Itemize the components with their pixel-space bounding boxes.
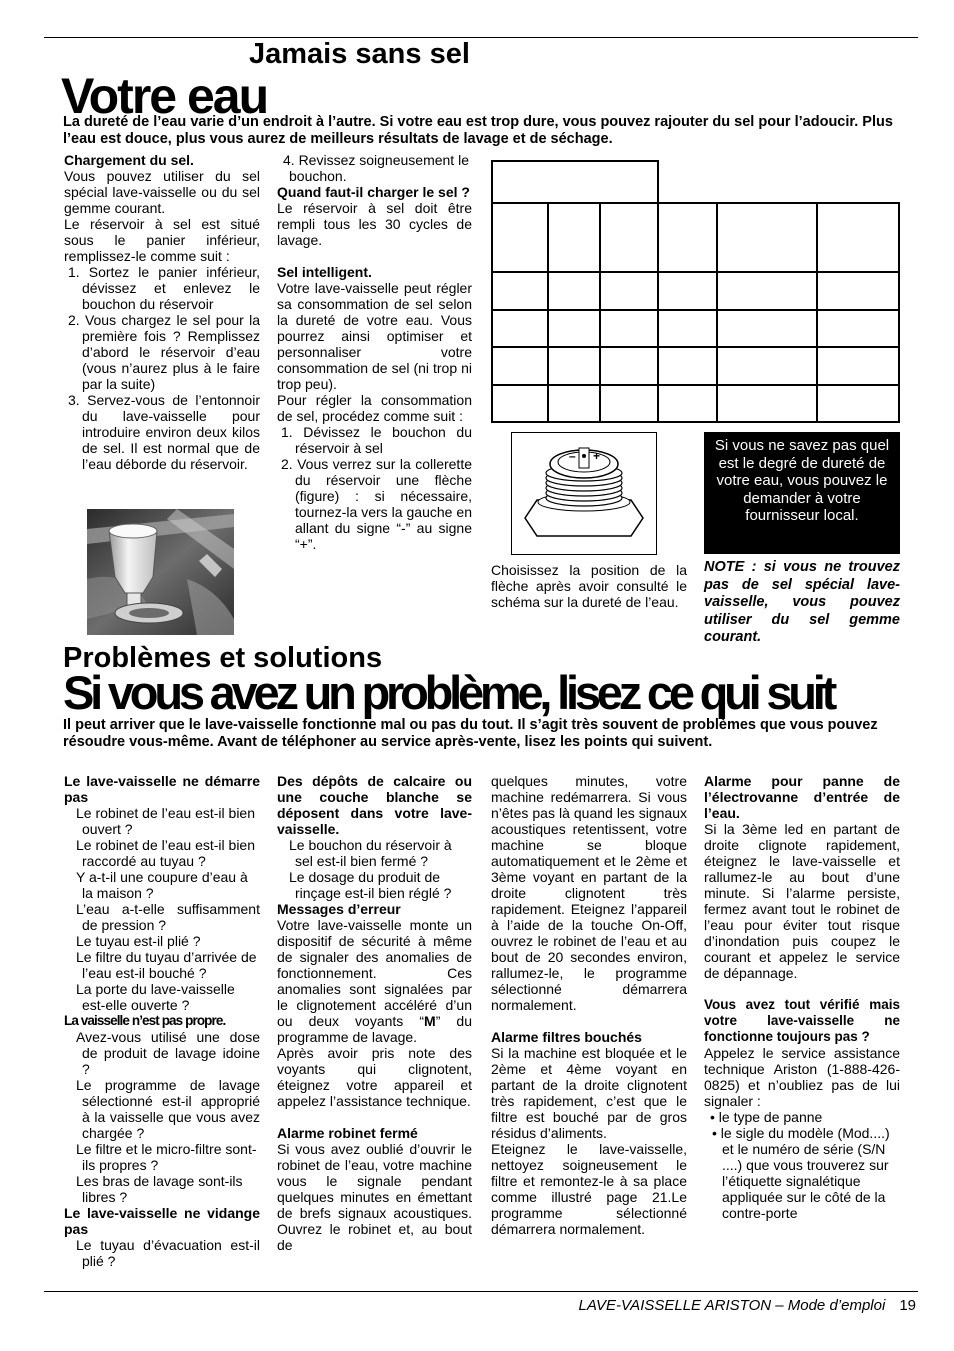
not-draining-item: Le tuyau d’évacuation est-il plié ? [76,1237,260,1269]
not-starting-item: L’eau a-t-elle suffisamment de pression ? [76,901,260,933]
salt-loading-heading: Chargement du sel. [64,152,194,168]
salt-reservoir-text: Le réservoir à sel est situé sous le panier inférieur, remplissez-le comme suit : [64,216,260,264]
error-messages-text-2: Après avoir pris note des voyants qui clignotent, éteignez votre appareil et appelez l’assistance technique. [277,1045,472,1109]
not-starting-item: Y a-t-il une coupure d’eau à la maison ? [76,869,248,901]
footer-text: LAVE-VAISSELLE ARISTON – Mode d’emploi [578,1297,886,1314]
top-rule [44,37,918,38]
not-clean-item: Avez-vous utilisé une dose de produit de lavage idoine ? [76,1029,260,1077]
problems-title: Si vous avez un problème, lisez ce qui suit [63,666,834,719]
not-starting-item: Le robinet de l’eau est-il bien ouvert ? [76,805,256,837]
problems-column-3 [491,773,687,1237]
problems-column-2 [277,773,472,1253]
report-item: • le sigle du modèle (Mod....) et le numéro de série (S/N ....) que vous trouverez sur l’étiquette signalétique appliquée sur le côté de la contre-porte [712,1125,890,1221]
problems-column-4 [704,773,900,1221]
smart-salt-text: Votre lave-vaisselle peut régler sa consommation de sel selon la dureté de votre eau. Vous pourrez ainsi optimiser et personnaliser votre consommation de sel (ni trop ni trop peu). [277,280,472,392]
error-messages-text [277,917,472,1045]
tap-closed-alarm-text-cont: quelques minutes, votre machine redémarrera. Si vous n’êtes pas là quand les signaux acoustiques retentissent, votre machine se bloque automatiquement et le 2ème et 3ème voyant en partant de la droite clignotent très rapidement. Eteignez l’appareil à l’aide de la touche On-Off, ouvrez le robinet de l’eau et au bout de 20 secondes environ, rallumez-le, le programme sélectionné démarrera normalement. [491,773,687,1013]
not-starting-item: Le robinet de l’eau est-il bien raccordé au tuyau ? [76,837,256,869]
not-clean-item: Le filtre et le micro-filtre sont-ils propres ? [76,1141,257,1173]
filter-alarm-text: Si la machine est bloquée et le 2ème et 4ème voyant en partant de la droite clignotent très rapidement, c’est que le filtre est bouché par de gros résidus d’aliments. [491,1045,687,1141]
water-hardness-table [491,160,900,423]
filter-alarm-heading: Alarme filtres bouchés [491,1029,642,1045]
limescale-item: Le dosage du produit de rinçage est-il bien réglé ? [289,869,452,901]
not-starting-heading: Le lave-vaisselle ne démarre pas [64,773,260,805]
smart-salt-heading: Sel intelligent. [277,264,372,280]
not-draining-heading: Le lave-vaisselle ne vidange pas [64,1205,260,1237]
page-footer [578,1297,916,1314]
dial-plus-label: + [593,449,601,463]
dial-caption [491,562,687,610]
page-number: 19 [899,1297,916,1314]
still-not-working-heading: Vous avez tout vérifié mais votre lave-vaisselle ne fonctionne toujours pas ? [704,997,900,1044]
adjust-step-1: 1. Dévissez le bouchon du réservoir à sel [281,424,472,456]
m-indicator-label: M [424,1013,436,1029]
report-item: • le type de panne [710,1109,823,1125]
salt-step-3: 3. Servez-vous de l’entonnoir du lave-vaisselle pour introduire environ deux kilos de sel. Il est normal que de l’eau déborde du réservoir. [68,392,260,472]
salt-step-1: 1. Sortez le panier inférieur, dévissez et enlevez le bouchon du réservoir [68,264,260,312]
filter-alarm-text-2: Eteignez le lave-vaisselle, nettoyez soigneusement le filtre et remontez-le à sa place comme illustré page 21.Le programme sélectionné démarrera normalement. [491,1141,687,1237]
salt-title: Votre eau [61,68,268,124]
still-not-working-text: Appelez le service assistance technique Ariston (1-888-426-0825) et n’oubliez pas de lui signaler : [704,1045,900,1109]
salt-funnel-photo [87,509,234,635]
not-starting-item: La porte du lave-vaisselle est-elle ouverte ? [76,981,235,1013]
adjust-step-2: 2. Vous verrez sur la collerette du réservoir une flèche (figure) : si nécessaire, tournez-la vers la gauche en allant du signe “-” au signe “+”. [281,456,472,552]
tap-closed-alarm-heading: Alarme robinet fermé [277,1125,418,1141]
tap-closed-alarm-text: Si vous avez oublié d’ouvrir le robinet de l’eau, votre machine vous le signale pendant quelques minutes en émettant de brefs signaux acoustiques. Ouvrez le robinet et, au bout de [277,1141,472,1253]
dial-minus-label: – [569,449,576,463]
salt-subtitle: Jamais sans sel [249,38,470,70]
salt-note: NOTE : si vous ne trouvez pas de sel spécial lave-vaisselle, vous pouvez utiliser du sel gemme courant. [704,559,900,645]
when-to-load-heading: Quand faut-il charger le sel ? [277,184,470,200]
error-messages-text-end: ” du programme de lavage. [277,1013,472,1045]
salt-loading-text: Vous pouvez utiliser du sel spécial lave-vaisselle ou du sel gemme courant. [64,168,260,216]
not-clean-item: Les bras de lavage sont-ils libres ? [76,1173,243,1205]
when-to-load-text: Le réservoir à sel doit être rempli tous les 30 cycles de lavage. [277,200,472,248]
error-messages-heading: Messages d’erreur [277,901,401,917]
error-messages-text-start: Votre lave-vaisselle monte un dispositif de sécurité à même de signaler des anomalies de fonctionnement. Ces anomalies sont signalées par le clignotement accéléré d’un ou deux voyants “ [277,917,472,1029]
water-supplier-info-text: Si vous ne savez pas quel est le degré de dureté de votre eau, vous pouvez le demander à votre fournisseur local. [714,437,890,524]
not-clean-heading: La vaisselle n’est pas propre. [64,1013,226,1028]
problems-intro: Il peut arriver que le lave-vaisselle fonctionne mal ou pas du tout. Il s’agit très souvent de problèmes que vous pouvez résoudre vous-même. Avant de téléphoner au service après-vente, lisez les points qui suivent. [63,717,878,750]
problems-column-1 [64,773,260,1269]
salt-step-2: 2. Vous chargez le sel pour la première fois ? Remplissez d’abord le réservoir d’eau (vous n’aurez plus à le faire par la suite) [68,312,260,392]
adjust-text: Pour régler la consommation de sel, procédez comme suit : [277,392,472,424]
salt-column-2 [277,152,472,552]
limescale-item: Le bouchon du réservoir à sel est-il bien fermé ? [289,837,452,869]
salt-column-1 [64,152,260,472]
salt-cap-dial-figure [511,432,657,555]
salt-intro: La dureté de l’eau varie d’un endroit à l’autre. Si votre eau est trop dure, vous pouvez rajouter du sel pour l’adoucir. Plus l’eau est douce, plus vous aurez de meilleurs résultats de lavage et de séchage. [63,114,893,147]
not-starting-item: Le tuyau est-il plié ? [76,933,201,949]
valve-alarm-heading: Alarme pour panne de l’électrovanne d’entrée de l’eau. [704,773,900,821]
salt-step-4: 4. Revissez soigneusement le bouchon. [283,152,469,184]
not-starting-item: Le filtre du tuyau d’arrivée de l’eau est-il bouché ? [76,949,257,981]
dial-caption-text: Choisissez la position de la flèche après avoir consulté le schéma sur la dureté de l’eau. [491,562,687,610]
water-supplier-info-box [704,432,900,554]
problems-subtitle: Problèmes et solutions [63,642,383,674]
limescale-heading: Des dépôts de calcaire ou une couche blanche se déposent dans votre lave-vaisselle. [277,773,472,837]
not-clean-item: Le programme de lavage sélectionné est-il approprié à la vaisselle que vous avez chargée ? [76,1077,260,1141]
bottom-rule [44,1291,918,1292]
valve-alarm-text: Si la 3ème led en partant de droite clignote rapidement, éteignez le lave-vaisselle et rallumez-le au bout d’une minute. Si l’alarme persiste, fermez avant tout le robinet de l’eau pour éviter tout risque d’inondation puis coupez le courant et appelez le service de dépannage. [704,821,900,981]
